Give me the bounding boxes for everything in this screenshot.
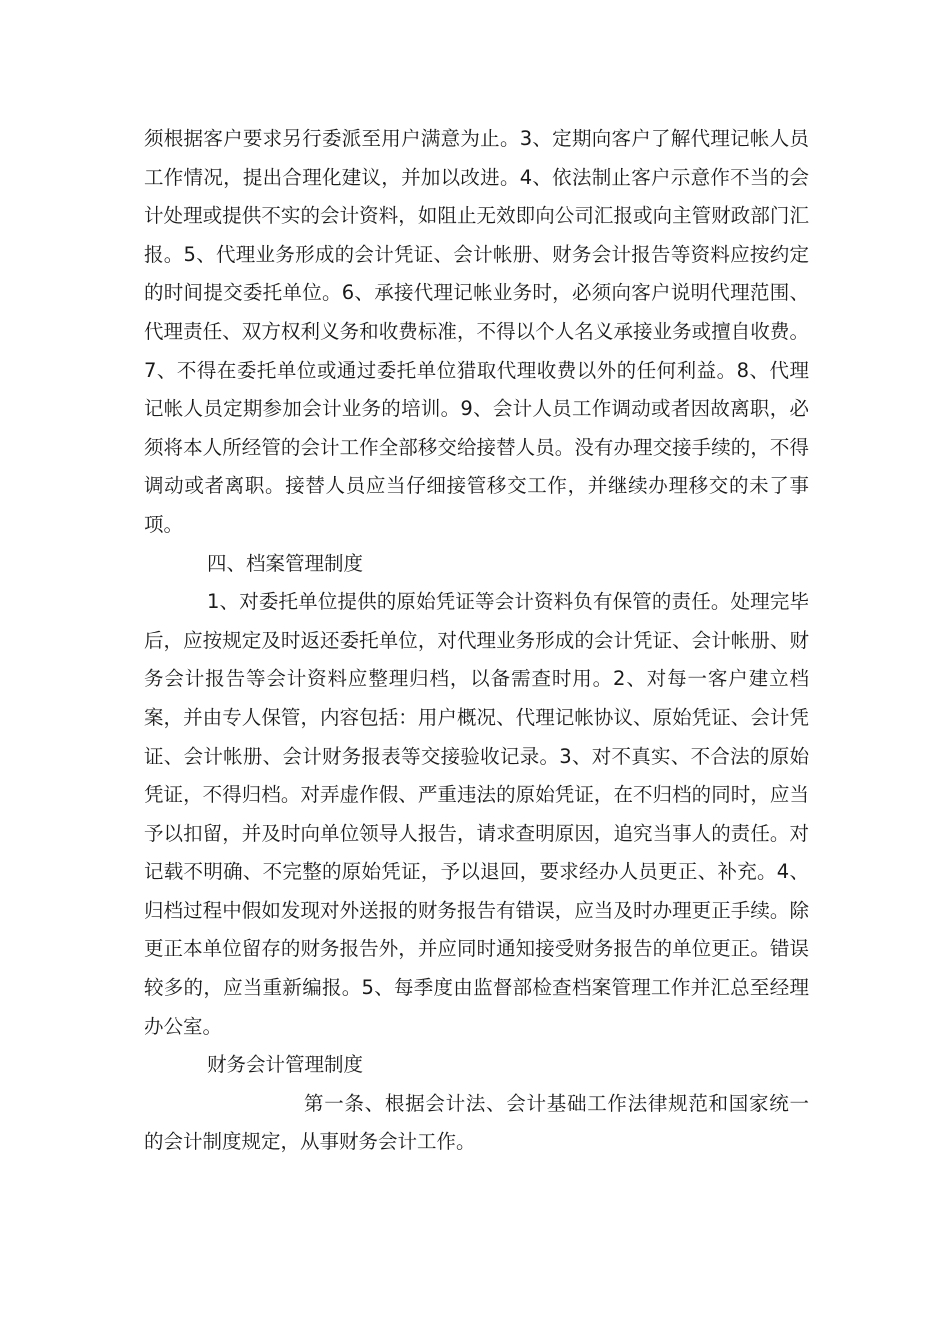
section-heading-finance-accounting: 财务会计管理制度	[207, 1053, 364, 1077]
document-body	[144, 120, 809, 1162]
paragraph-archive-management: 1、对委托单位提供的原始凭证等会计资料负有保管的责任。处理完毕后，应按规定及时返还委托单位，对代理业务形成的会计凭证、会计帐册、财务会计报告等会计资料应整理归档，以备需查时用。2、对每一客户建立档案，并由专人保管，内容包括：用户概况、代理记帐协议、原始凭证、会计凭证、会计帐册、会计财务报表等交接验收记录。3、对不真实、不合法的原始凭证，不得归档。对弄虚作假、严重违法的原始凭证，在不归档的同时，应当予以扣留，并及时向单位领导人报告，请求查明原因，追究当事人的责任。对记载不明确、不完整的原始凭证，予以退回，要求经办人员更正、补充。4、归档过程中假如发现对外送报的财务报告有错误，应当及时办理更正手续。除更正本单位留存的财务报告外，并应同时通知接受财务报告的单位更正。错误较多的，应当重新编报。5、每季度由监督部检查档案管理工作并汇总至经理办公室。	[144, 590, 809, 1038]
section-heading-archive-management: 四、档案管理制度	[207, 551, 364, 575]
paragraph-article-one: 第一条、根据会计法、会计基础工作法律规范和国家统一的会计制度规定，从事财务会计工作。	[144, 1091, 809, 1154]
paragraph-duties-continued: 须根据客户要求另行委派至用户满意为止。3、定期向客户了解代理记帐人员工作情况，提出合理化建议，并加以改进。4、依法制止客户示意作不当的会计处理或提供不实的会计资料，如阻止无效即向公司汇报或向主管财政部门汇报。5、代理业务形成的会计凭证、会计帐册、财务会计报告等资料应按约定的时间提交委托单位。6、承接代理记帐业务时，必须向客户说明代理范围、代理责任、双方权利义务和收费标准，不得以个人名义承接业务或擅自收费。7、不得在委托单位或通过委托单位猎取代理收费以外的任何利益。8、代理记帐人员定期参加会计业务的培训。9、会计人员工作调动或者因故离职，必须将本人所经管的会计工作全部移交给接替人员。没有办理交接手续的，不得调动或者离职。接替人员应当仔细接管移交工作，并继续办理移交的未了事项。	[144, 127, 809, 536]
